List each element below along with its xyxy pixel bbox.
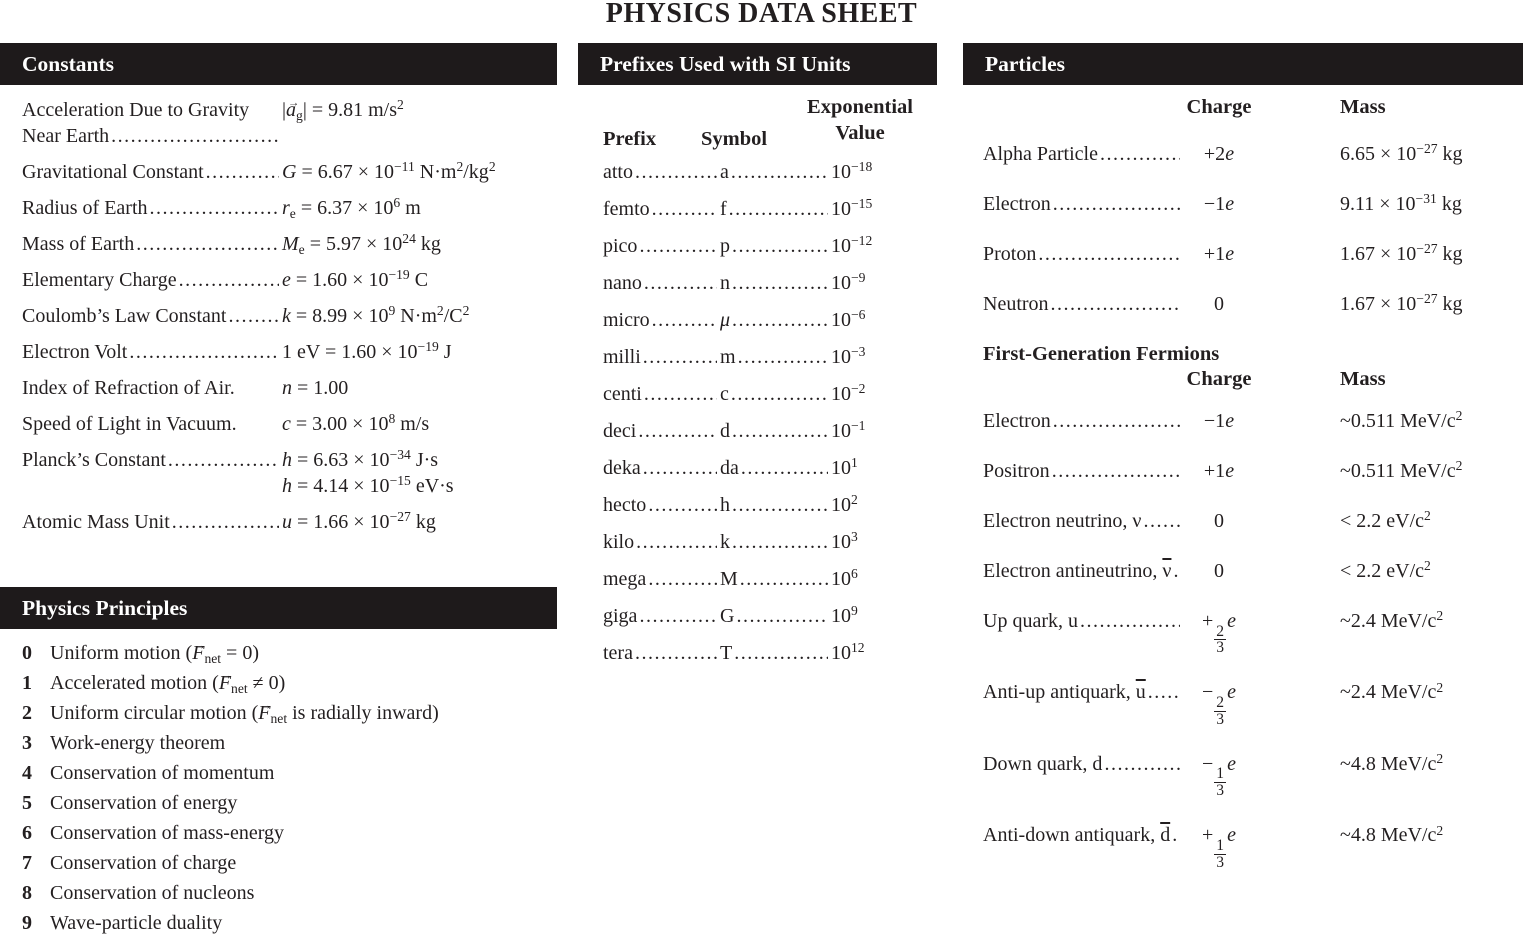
prefix-name: nano	[603, 272, 642, 294]
dot-leader	[1052, 457, 1180, 485]
dot-leader	[228, 303, 279, 329]
constant-value	[282, 447, 454, 499]
constant-label	[22, 97, 282, 149]
prefix-row	[578, 233, 937, 259]
prefix-row	[578, 381, 937, 407]
constant-value-line2: $h = 4.14 \times 10^{-15}$ eV·s	[282, 473, 454, 497]
constant-label-line2: Mass of Earth	[22, 233, 135, 255]
particle-mass: ~4.8 MeV/$c^2$	[1340, 822, 1444, 847]
dot-leader	[644, 270, 717, 296]
particle-charge: − $\frac{1}{3}$ e	[1202, 752, 1236, 800]
prefix-symbol: G	[720, 605, 735, 627]
dot-leader	[1100, 140, 1180, 168]
particle-row	[963, 407, 1523, 435]
prefixes-list	[578, 159, 937, 666]
mass-column-header: Mass	[1340, 96, 1386, 118]
prefixes-column-headers	[578, 94, 937, 151]
constants-list	[0, 97, 557, 535]
principle-item	[0, 668, 557, 698]
particle-mass: ~2.4 MeV/$c^2$	[1340, 679, 1444, 704]
dot-leader	[736, 603, 828, 629]
particle-charge: + $\frac{1}{3}$ e	[1202, 824, 1236, 871]
particle-mass: ~4.8 MeV/$c^2$	[1340, 751, 1444, 775]
dot-leader	[635, 640, 717, 666]
constants-section-header	[0, 43, 557, 85]
dot-leader	[729, 196, 828, 222]
dot-leader	[638, 418, 717, 444]
principle-text: Conservation of energy	[50, 792, 238, 814]
principle-item	[0, 698, 557, 728]
prefix-exponential-value: $10^{-1}$	[831, 418, 866, 442]
prefix-row	[578, 529, 937, 555]
particle-charge: + $\frac{2}{3}$ e	[1202, 610, 1236, 657]
dot-leader	[643, 344, 717, 370]
particle-mass: ~2.4 MeV/$c^2$	[1340, 608, 1444, 632]
particle-name: Anti-down antiquark, $\overline{d}$	[983, 824, 1171, 847]
charge-column-header: Charge	[1186, 96, 1252, 118]
particle-charge: −1e	[1203, 193, 1235, 215]
dot-leader	[1053, 407, 1180, 435]
principle-text: Conservation of nucleons	[50, 882, 255, 904]
particle-charge: −1e	[1203, 410, 1235, 432]
constant-label	[22, 375, 282, 401]
particle-mass: < 2.2 $eV/c^2$	[1340, 508, 1431, 532]
constant-value	[282, 339, 452, 365]
principles-list	[0, 638, 557, 938]
dot-leader	[732, 492, 828, 518]
constant-label	[22, 267, 282, 293]
constants-section	[0, 43, 557, 934]
prefix-exponential-value: $10^{-2}$	[831, 381, 866, 405]
prefix-exponential-value: $10^{-12}$	[831, 233, 873, 257]
constant-value	[282, 231, 441, 257]
constant-value	[282, 303, 469, 329]
particle-name: Electron neutrino, ν	[983, 510, 1142, 532]
symbol-column-header: Symbol	[701, 128, 768, 150]
principle-text: Conservation of mass-energy	[50, 822, 285, 844]
particle-row	[963, 290, 1523, 318]
dot-leader	[1080, 607, 1180, 635]
particle-mass: < 2.2 $eV/c^2$	[1340, 558, 1431, 582]
constant-label-line2: Near Earth	[22, 125, 110, 147]
particle-name: Alpha Particle	[983, 143, 1098, 165]
prefix-exponential-value: $10^{-15}$	[831, 196, 873, 220]
prefixes-section	[578, 43, 937, 677]
dot-leader	[635, 159, 717, 185]
constant-value	[282, 267, 428, 293]
particle-name: Electron	[983, 410, 1051, 432]
particle-mass: $1.67 \times 10^{-27}$ kg	[1340, 291, 1463, 315]
dot-leader	[150, 195, 279, 221]
spacer	[983, 367, 1183, 392]
constant-row	[22, 411, 557, 437]
constant-value-line1: $e = 1.60 \times 10^{-19}$ C	[282, 267, 429, 291]
dot-leader	[1038, 240, 1180, 268]
particle-row	[963, 750, 1523, 799]
dot-leader	[172, 509, 279, 535]
prefix-column-header: Prefix	[603, 128, 657, 150]
prefix-exponential-value: $10^{-18}$	[831, 159, 873, 183]
value-label: Value	[835, 122, 885, 144]
prefix-symbol: h	[720, 494, 730, 516]
spacer	[983, 95, 1183, 120]
constant-value	[282, 195, 421, 221]
principle-item	[0, 638, 557, 668]
dot-leader	[732, 270, 828, 296]
constant-row	[22, 231, 557, 257]
particle-charge: 0	[1214, 510, 1224, 532]
constant-label	[22, 339, 282, 365]
principle-number: 7	[22, 852, 32, 874]
prefix-row	[578, 603, 937, 629]
prefix-symbol: f	[720, 198, 727, 220]
principle-item	[0, 848, 557, 878]
constant-label	[22, 509, 282, 535]
particle-row	[963, 240, 1523, 268]
particle-mass: $1.67 \times 10^{-27}$ kg	[1340, 241, 1463, 265]
principle-text: Conservation of momentum	[50, 762, 275, 784]
prefix-symbol: c	[720, 383, 729, 405]
prefix-exponential-value: $10^{-6}$	[831, 307, 866, 331]
particle-charge: +1e	[1203, 460, 1235, 482]
constant-label	[22, 159, 282, 185]
prefix-row	[578, 344, 937, 370]
principle-number: 5	[22, 792, 32, 814]
principle-number: 6	[22, 822, 32, 844]
particle-charge: 0	[1214, 560, 1224, 582]
particle-charge: − $\frac{2}{3}$ e	[1202, 681, 1236, 728]
prefix-symbol: da	[720, 457, 739, 479]
particle-row	[963, 678, 1523, 727]
particles-section-title: Particles	[985, 52, 1065, 76]
dot-leader	[168, 447, 279, 473]
principle-item	[0, 878, 557, 908]
dot-leader	[1148, 678, 1180, 706]
particle-name: Positron	[983, 460, 1050, 482]
particle-name: Proton	[983, 243, 1037, 265]
constant-row	[22, 339, 557, 365]
constant-row	[22, 303, 557, 329]
dot-leader	[644, 381, 717, 407]
principle-number: 4	[22, 762, 32, 784]
particles-column-headers	[963, 95, 1523, 120]
dot-leader	[731, 159, 828, 185]
constant-value	[282, 509, 436, 535]
particle-row	[963, 507, 1523, 535]
constant-label-line2: Coulomb’s Law Constant	[22, 305, 227, 327]
constants-section-title: Constants	[22, 52, 114, 76]
principles-section	[0, 587, 557, 938]
principle-item	[0, 818, 557, 848]
principle-number: 2	[22, 702, 32, 724]
constant-row	[22, 267, 557, 293]
constant-row	[22, 375, 557, 401]
prefix-exponential-value: $10^{-3}$	[831, 344, 866, 368]
constant-label-line2: Speed of Light in Vacuum.	[22, 413, 237, 435]
prefix-row	[578, 492, 937, 518]
constant-label	[22, 447, 282, 473]
particle-row	[963, 140, 1523, 168]
prefix-symbol: m	[720, 346, 736, 368]
particle-mass: ~0.511 MeV/$c^2$	[1340, 408, 1463, 432]
constant-row	[22, 447, 557, 499]
dot-leader	[648, 492, 717, 518]
prefix-name: pico	[603, 235, 638, 257]
prefix-name: giga	[603, 605, 638, 627]
principle-text: Conservation of charge	[50, 852, 237, 874]
particle-name: Electron antineutrino, $\overline{\nu}$	[983, 560, 1172, 582]
dot-leader	[738, 344, 828, 370]
constant-value-line1: $k = 8.99 \times 10^9$ $N\cdot m^2/C^2$	[282, 303, 470, 327]
dot-leader	[732, 418, 828, 444]
dot-leader	[652, 196, 717, 222]
constant-label-line2: Radius of Earth	[22, 197, 148, 219]
prefix-row	[578, 455, 937, 481]
constant-label-line2: Electron Volt	[22, 341, 128, 363]
constant-label	[22, 231, 282, 257]
principle-item	[0, 788, 557, 818]
dot-leader	[639, 233, 717, 259]
constant-value-line1: $c = 3.00 \times 10^8$ m/s	[282, 411, 430, 435]
prefix-symbol: μ	[720, 309, 731, 331]
dot-leader	[639, 603, 717, 629]
constant-value-line1: $|a \to_g| = 9.81$ $m/s^2$	[282, 97, 404, 123]
dot-leader	[652, 307, 717, 333]
particle-row	[963, 607, 1523, 656]
prefix-exponential-value: $10^{-9}$	[831, 270, 866, 294]
constant-value-line1: 1 eV = $1.60 \times 10^{-19}$ J	[282, 339, 452, 363]
dot-leader	[734, 640, 828, 666]
particle-name: Electron	[983, 193, 1051, 215]
particle-name: Up quark, u	[983, 610, 1078, 632]
dot-leader	[1173, 557, 1180, 585]
particles-section-header	[963, 43, 1523, 85]
particle-name: Neutron	[983, 293, 1049, 315]
prefix-exponential-value: $10^6$	[831, 566, 858, 590]
principle-text: Uniform circular motion ($F \to_{net}$ is radially inward)	[50, 698, 439, 728]
exponential-label: Exponential	[807, 96, 913, 118]
dot-leader	[136, 231, 279, 257]
fermions-charge-column-header: Charge	[1186, 368, 1252, 390]
exponential-value-column-header	[807, 94, 913, 146]
constant-label	[22, 195, 282, 221]
dot-leader	[1104, 750, 1180, 778]
fermions-mass-column-header: Mass	[1340, 368, 1386, 390]
particle-row	[963, 821, 1523, 870]
prefix-row	[578, 418, 937, 444]
constant-label	[22, 411, 282, 437]
dot-leader	[1053, 190, 1180, 218]
dot-leader	[129, 339, 279, 365]
constant-label	[22, 303, 282, 329]
prefix-row	[578, 196, 937, 222]
dot-leader	[179, 267, 279, 293]
principle-text: Wave-particle duality	[50, 912, 223, 934]
dot-leader	[648, 566, 717, 592]
prefix-name: kilo	[603, 531, 635, 553]
page-title: PHYSICS DATA SHEET	[605, 0, 918, 29]
particle-charge: +1e	[1203, 243, 1235, 265]
constant-label-line2: Elementary Charge	[22, 269, 177, 291]
prefix-exponential-value: $10^2$	[831, 492, 858, 516]
prefix-name: femto	[603, 198, 650, 220]
constant-label-line2: Planck’s Constant	[22, 449, 166, 471]
constant-value-line1: $u = 1.66 \times 10^{-27}$ kg	[282, 509, 436, 533]
principle-text: Accelerated motion $(F \to_{net} \ne 0)$	[50, 668, 285, 698]
dot-leader	[636, 529, 717, 555]
constant-value-line1: $h = 6.63 \times 10^{-34}$ J·s	[282, 447, 439, 471]
particle-mass: $9.11 \times 10^{-31}$ kg	[1340, 191, 1462, 215]
constant-row	[22, 195, 557, 221]
particle-mass: $6.65 \times 10^{-27}$ kg	[1340, 141, 1463, 165]
constant-value	[282, 159, 496, 185]
prefix-symbol: d	[720, 420, 730, 442]
prefix-exponential-value: $10^{12}$	[831, 640, 865, 664]
prefix-name: milli	[603, 346, 641, 368]
prefix-row	[578, 307, 937, 333]
particles-section	[963, 43, 1523, 892]
principles-section-header	[0, 587, 557, 629]
dot-leader	[1051, 290, 1180, 318]
prefix-exponential-value: $10^3$	[831, 529, 858, 553]
prefix-symbol: T	[720, 642, 733, 664]
principle-number: 0	[22, 642, 32, 664]
dot-leader	[731, 381, 828, 407]
constant-row	[22, 97, 557, 149]
constant-value-line1: n = 1.00	[282, 377, 349, 399]
principles-section-title: Physics Principles	[22, 596, 188, 620]
dot-leader	[1143, 507, 1180, 535]
constant-value	[282, 97, 404, 123]
constant-value	[282, 375, 348, 401]
constant-label-line2: Atomic Mass Unit	[22, 511, 170, 533]
prefix-symbol: M	[720, 568, 738, 590]
dot-leader	[1172, 821, 1180, 849]
prefix-exponential-value: $10^1$	[831, 455, 858, 479]
prefix-row	[578, 640, 937, 666]
prefix-name: centi	[603, 383, 642, 405]
particle-row	[963, 190, 1523, 218]
prefix-row	[578, 566, 937, 592]
principle-item	[0, 908, 557, 938]
principle-item	[0, 728, 557, 758]
fermions-subsection-title: First-Generation Fermions	[983, 343, 1220, 365]
principle-text: Work-energy theorem	[50, 732, 226, 754]
principle-number: 3	[22, 732, 32, 754]
constant-label-line2: Gravitational Constant	[22, 161, 204, 183]
prefix-name: hecto	[603, 494, 647, 516]
prefixes-section-header	[578, 43, 937, 85]
constant-label-line1: Acceleration Due to Gravity	[22, 99, 250, 121]
prefix-name: tera	[603, 642, 633, 664]
prefix-name: mega	[603, 568, 647, 590]
principle-number: 9	[22, 912, 32, 934]
principle-item	[0, 758, 557, 788]
dot-leader	[732, 529, 828, 555]
prefix-symbol: p	[720, 235, 730, 257]
prefix-symbol: n	[720, 272, 730, 294]
particle-row	[963, 457, 1523, 485]
fermions-column-headers	[963, 367, 1523, 392]
dot-leader	[643, 455, 717, 481]
prefix-name: deci	[603, 420, 637, 442]
prefix-name: micro	[603, 309, 650, 331]
dot-leader	[206, 159, 279, 185]
dot-leader	[732, 233, 828, 259]
constant-value	[282, 411, 429, 437]
prefix-row	[578, 159, 937, 185]
constant-value-line1: $M_e = 5.97 \times 10^{24}$ kg	[282, 231, 441, 257]
prefix-name: atto	[603, 161, 633, 183]
dot-leader	[740, 566, 828, 592]
prefix-name: deka	[603, 457, 641, 479]
particle-name: Anti-up antiquark, $\overline{u}$	[983, 681, 1146, 704]
constant-label-line2: Index of Refraction of Air.	[22, 377, 235, 399]
constant-value-line1: $G = 6.67 \times 10^{-11}$ $N\cdot m^2/kg^2$	[282, 159, 496, 183]
dot-leader	[741, 455, 828, 481]
particle-name: Down quark, d	[983, 752, 1103, 775]
principle-number: 1	[22, 672, 32, 694]
prefix-symbol: a	[720, 161, 729, 183]
particle-charge: +2e	[1203, 143, 1235, 165]
dot-leader	[111, 123, 279, 149]
prefixes-section-title: Prefixes Used with SI Units	[600, 52, 851, 76]
constant-row	[22, 509, 557, 535]
dot-leader	[732, 307, 828, 333]
particle-row	[963, 557, 1523, 585]
particle-mass: ~0.511 MeV/$c^2$	[1340, 458, 1463, 482]
principle-number: 8	[22, 882, 32, 904]
prefix-exponential-value: $10^9$	[831, 603, 858, 627]
constant-row	[22, 159, 557, 185]
particles-list	[963, 140, 1523, 318]
particle-charge: 0	[1214, 293, 1224, 315]
principle-text: Uniform motion $(F \to_{net} = 0)$	[50, 638, 259, 668]
constant-value-line1: $r_e = 6.37 \times 10^6$ m	[282, 195, 421, 221]
fermions-list	[963, 407, 1523, 870]
prefix-row	[578, 270, 937, 296]
prefix-symbol: k	[720, 531, 730, 553]
